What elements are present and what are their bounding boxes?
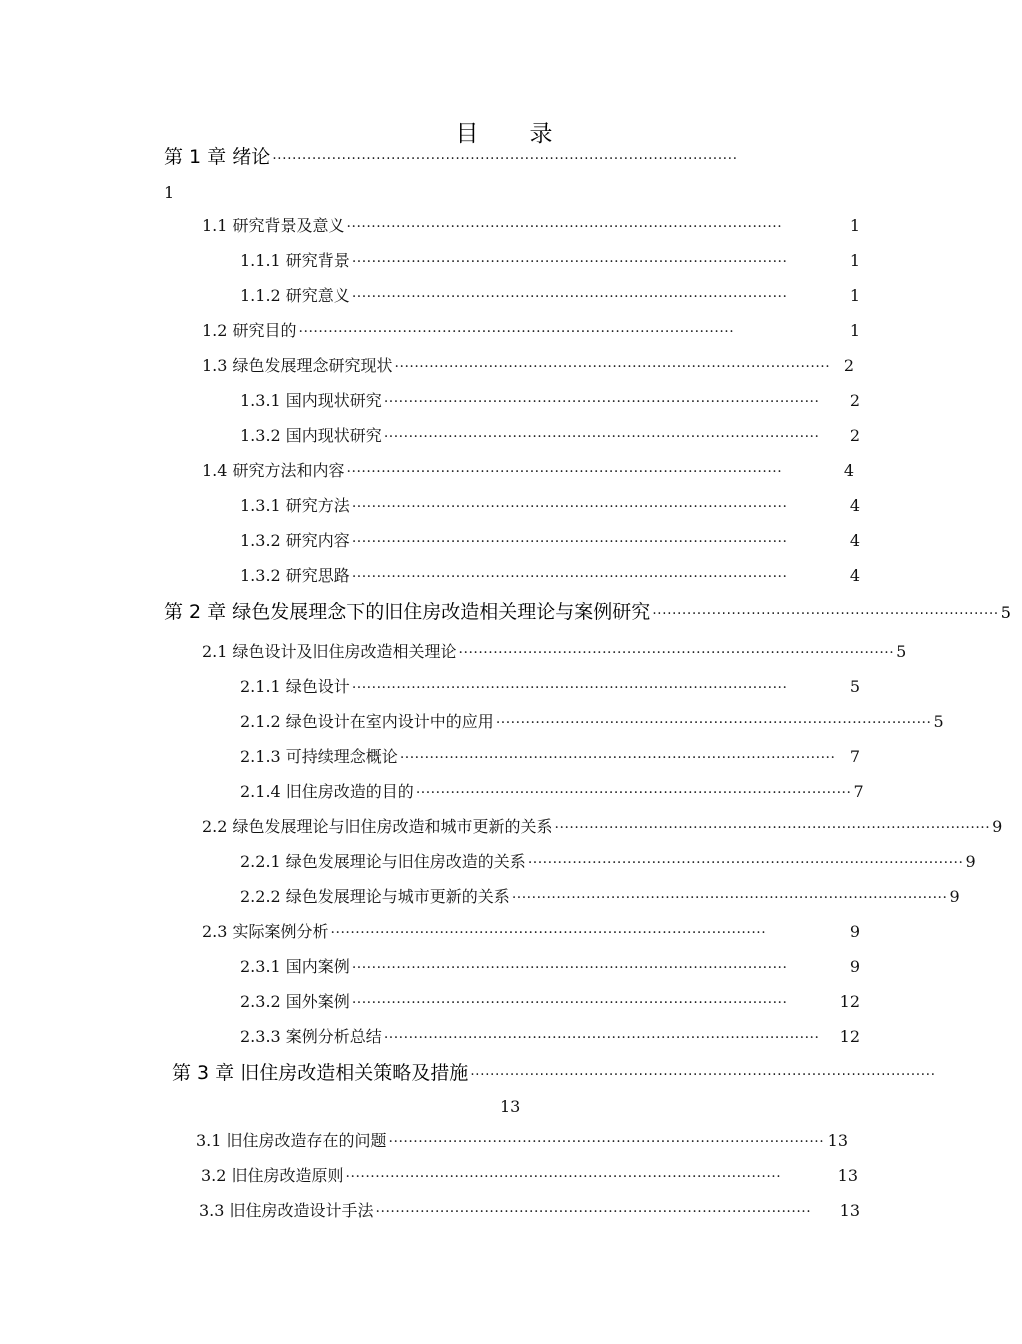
toc-entry[interactable] (240, 1025, 860, 1049)
toc-entry[interactable] (202, 319, 860, 343)
leader-dots: ························································································ (554, 820, 991, 836)
toc-page-number: 9 (849, 957, 860, 976)
toc-page-number: 13 (837, 1166, 858, 1185)
leader-dots: ························································································ (351, 995, 788, 1011)
leader-dots: ························································································ (383, 394, 820, 410)
toc-entry[interactable] (240, 389, 860, 413)
toc-entry[interactable] (240, 710, 944, 734)
toc-page-number: 9 (992, 817, 1003, 836)
toc-entry[interactable] (196, 1129, 848, 1153)
leader-dots: ························································································ (375, 1204, 812, 1220)
toc-page-number: 9 (965, 852, 976, 871)
toc-page-number: 2 (843, 356, 854, 375)
leader-dots: ························································································ (388, 1134, 825, 1150)
toc-page-number: 1 (849, 286, 860, 305)
toc-entry-label: 2.3 实际案例分析 (202, 922, 329, 941)
toc-entry[interactable] (240, 955, 860, 979)
toc-page-number: 5 (1000, 603, 1011, 622)
toc-entry[interactable] (240, 564, 860, 588)
toc-entry-label: 1.3.2 国内现状研究 (240, 426, 382, 445)
toc-page-number: 4 (843, 461, 854, 480)
leader-dots: ························································································ (399, 750, 836, 766)
leader-dots: ························································································ (458, 645, 895, 661)
toc-page-number: 4 (849, 531, 860, 550)
toc-entry[interactable] (240, 424, 860, 448)
leader-dots: ······························································································ (272, 151, 738, 167)
toc-page-number: 1 (849, 321, 860, 340)
toc-page-number: 12 (839, 992, 860, 1011)
leader-dots: ························································································ (383, 1030, 820, 1046)
toc-entry-label: 2.2.2 绿色发展理论与城市更新的关系 (240, 887, 510, 906)
toc-entry-label: 3.1 旧住房改造存在的问题 (196, 1131, 387, 1150)
toc-entry[interactable] (202, 640, 907, 664)
toc-entry-label: 2.1.1 绿色设计 (240, 677, 350, 696)
toc-entry[interactable] (202, 214, 860, 238)
leader-dots: ························································································ (351, 289, 788, 305)
toc-page-number: 2 (849, 426, 860, 445)
toc-entry[interactable] (202, 815, 1003, 839)
toc-entry[interactable] (240, 494, 860, 518)
leader-dots: ························································································ (511, 890, 948, 906)
toc-entry-label: 1.2 研究目的 (202, 321, 297, 340)
toc-entry-label: 1.3.2 研究内容 (240, 531, 350, 550)
toc-entry[interactable] (240, 885, 960, 909)
toc-page-number: 13 (839, 1201, 860, 1220)
toc-page-number: 12 (839, 1027, 860, 1046)
toc-chapter-label: 第 2 章 绿色发展理念下的旧住房改造相关理论与案例研究 (164, 601, 651, 623)
leader-dots: ························································································ (495, 715, 932, 731)
leader-dots: ······························································································ (470, 1067, 936, 1083)
toc-entry-label: 2.2.1 绿色发展理论与旧住房改造的关系 (240, 852, 526, 871)
toc-page-number: 13 (500, 1097, 521, 1116)
toc-page-number: 9 (949, 887, 960, 906)
page-title: 目 录 (455, 121, 567, 147)
leader-dots: ························································································ (394, 359, 831, 375)
toc-page-number: 1 (849, 251, 860, 270)
toc-entry[interactable] (240, 990, 860, 1014)
toc-chapter-2[interactable] (164, 600, 1011, 624)
toc-entry[interactable] (240, 745, 860, 769)
leader-dots: ························································································ (346, 219, 783, 235)
toc-chapter-label: 第 1 章 绪论 (164, 146, 271, 168)
toc-entry-label: 2.1.3 可持续理念概论 (240, 747, 398, 766)
leader-dots: ························································································ (351, 569, 788, 585)
toc-chapter-1[interactable] (164, 145, 860, 169)
toc-entry-label: 1.1 研究背景及意义 (202, 216, 345, 235)
toc-page-number: 13 (827, 1131, 848, 1150)
toc-page-number: 5 (849, 677, 860, 696)
toc-entry-label: 2.3.1 国内案例 (240, 957, 350, 976)
toc-page-number: 1 (164, 183, 175, 202)
toc-entry-label: 1.3.1 国内现状研究 (240, 391, 382, 410)
toc-page-number: 7 (849, 747, 860, 766)
leader-dots: ························································································ (346, 464, 783, 480)
leader-dots: ························································································ (351, 254, 788, 270)
toc-entry[interactable] (199, 1199, 860, 1223)
toc-entry-label: 1.4 研究方法和内容 (202, 461, 345, 480)
toc-entry-label: 2.1.2 绿色设计在室内设计中的应用 (240, 712, 494, 731)
leader-dots: ························································································ (330, 925, 767, 941)
toc-entry-label: 2.3.3 案例分析总结 (240, 1027, 382, 1046)
toc-entry[interactable] (240, 284, 860, 308)
toc-chapter-label: 第 3 章 旧住房改造相关策略及措施 (172, 1062, 469, 1084)
toc-entry-label: 1.3.1 研究方法 (240, 496, 350, 515)
toc-entry[interactable] (240, 850, 976, 874)
toc-entry-label: 1.1.2 研究意义 (240, 286, 350, 305)
toc-entry-label: 2.3.2 国外案例 (240, 992, 350, 1011)
toc-entry[interactable] (240, 780, 864, 804)
leader-dots: ························································································ (383, 429, 820, 445)
toc-entry[interactable] (240, 249, 860, 273)
leader-dots: ························································································ (351, 680, 788, 696)
leader-dots: ························································································ (527, 855, 964, 871)
toc-entry[interactable] (202, 459, 854, 483)
leader-dots: ······································································ (652, 606, 999, 622)
leader-dots: ························································································ (415, 785, 852, 801)
toc-entry[interactable] (240, 529, 860, 553)
leader-dots: ························································································ (351, 499, 788, 515)
toc-entry-label: 1.3.2 研究思路 (240, 566, 350, 585)
toc-entry[interactable] (201, 1164, 858, 1188)
toc-page-number: 4 (849, 566, 860, 585)
toc-entry-label: 1.3 绿色发展理念研究现状 (202, 356, 393, 375)
toc-entry[interactable] (240, 675, 860, 699)
leader-dots: ························································································ (351, 534, 788, 550)
toc-page-number: 1 (849, 216, 860, 235)
toc-page-number: 9 (849, 922, 860, 941)
toc-entry-label: 3.3 旧住房改造设计手法 (199, 1201, 374, 1220)
toc-entry-label: 2.1.4 旧住房改造的目的 (240, 782, 414, 801)
toc-entry[interactable] (202, 920, 860, 944)
toc-page-number: 4 (849, 496, 860, 515)
toc-entry-label: 2.2 绿色发展理论与旧住房改造和城市更新的关系 (202, 817, 553, 836)
toc-page-number: 5 (933, 712, 944, 731)
leader-dots: ························································································ (345, 1169, 782, 1185)
toc-chapter-3[interactable] (172, 1061, 936, 1085)
toc-entry[interactable] (202, 354, 854, 378)
leader-dots: ························································································ (298, 324, 735, 340)
leader-dots: ························································································ (351, 960, 788, 976)
toc-page-number: 2 (849, 391, 860, 410)
toc-page-number: 7 (853, 782, 864, 801)
toc-entry-label: 2.1 绿色设计及旧住房改造相关理论 (202, 642, 457, 661)
toc-page-number: 5 (896, 642, 907, 661)
toc-entry-label: 1.1.1 研究背景 (240, 251, 350, 270)
toc-entry-label: 3.2 旧住房改造原则 (201, 1166, 344, 1185)
